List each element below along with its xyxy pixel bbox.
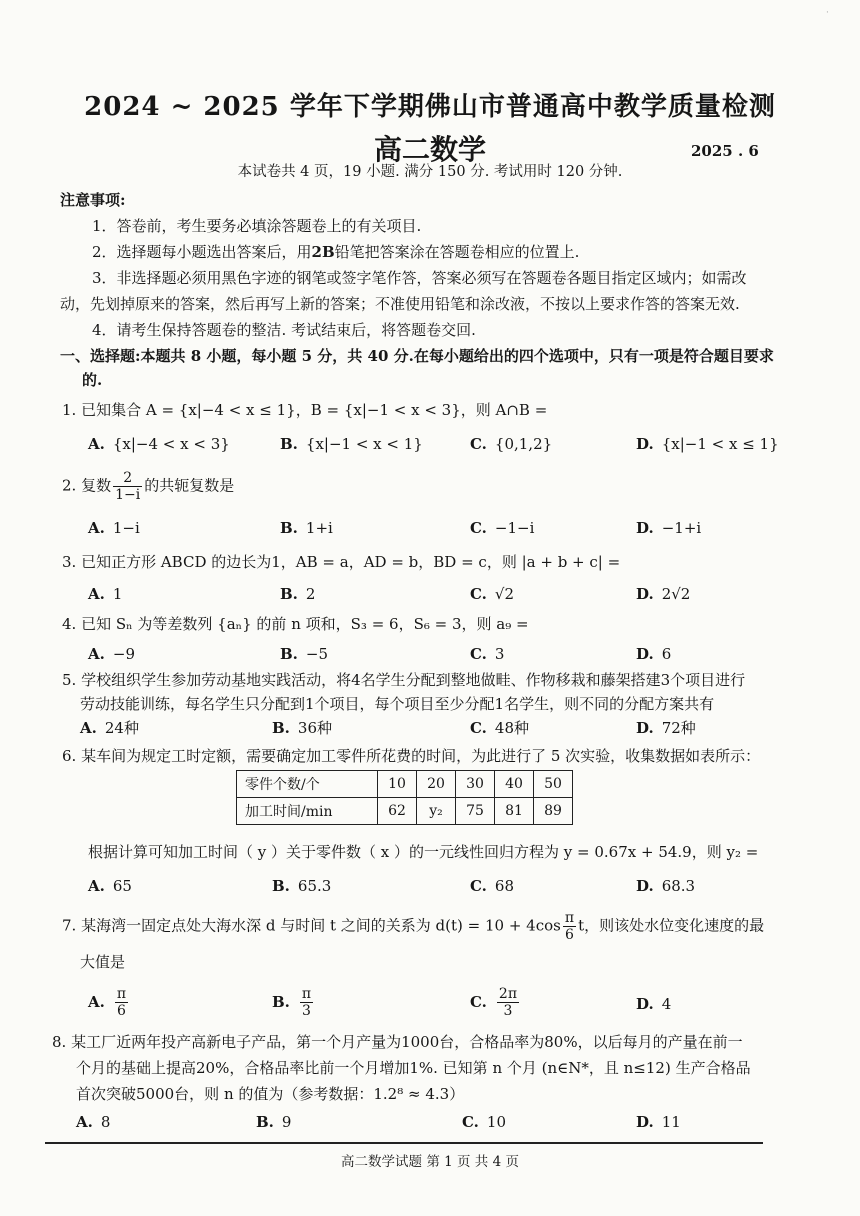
q4-option-d: D. 6 [636,645,672,663]
q6-after-table: 根据计算可知加工时间（ y ）关于零件数（ x ）的一元线性回归方程为 y = 0.67x + 54.9，则 y₂ = [88,843,759,861]
section1-heading: 一、选择题:本题共 8 小题，每小题 5 分，共 40 分.在每小题给出的四个选项中，只有一项是符合题目要求 [60,347,774,365]
q2-stem: 2. 复数 $\frac{2}{1-i}$ 的共轭复数是 [62,470,235,503]
q3-option-c: C. √2 [470,585,515,603]
table-cell: 20 [417,771,456,798]
notes-heading: 注意事项: [60,191,126,209]
q6-option-d: D. 68.3 [636,877,696,895]
table-cell: 50 [534,771,573,798]
q4-stem: 4. 已知 Sₙ 为等差数列 {aₙ} 的前 n 项和，S₃ = 6，S₆ = 3，则 a₉ = [62,615,529,633]
q8-option-b: B. 9 [256,1113,292,1131]
q1-stem: 1. 已知集合 A = {x|−4 < x ≤ 1}，B = {x|−1 < x < 3}，则 A∩B = [62,401,548,419]
q7-stem: 7. 某海湾一固定点处大海水深 d 与时间 t 之间的关系为 d(t) = 10 + 4cos $\frac{\pi}{6}$ t，则该处水位变化速度的最 [62,910,765,943]
q2-option-b: B. 1+i [280,519,333,537]
table-cell: 40 [495,771,534,798]
table-cell: 75 [456,798,495,825]
note-2: 2．选择题每小题选出答案后，用2B铅笔把答案涂在答题卷相应的位置上. [92,243,580,261]
q1-option-d: D. {x|−1 < x ≤ 1} [636,435,779,453]
q6-data-table [236,770,573,825]
q3-option-b: B. 2 [280,585,316,603]
q4-option-b: B. −5 [280,645,329,663]
exam-date: 2025 . 6 [691,142,759,160]
exam-info: 本试卷共 4 页，19 小题. 满分 150 分. 考试用时 120 分钟. [237,164,623,180]
table-row [237,798,573,825]
exam-subtitle: 高二数学 [373,133,486,166]
note-3b: 动，先划掉原来的答案，然后再写上新的答案；不准使用铅笔和涂改液，不按以上要求作答的答案无效. [60,295,740,313]
footer-divider [45,1142,763,1144]
q3-stem: 3. 已知正方形 ABCD 的边长为1，AB = a，AD = b，BD = c，则 |a + b + c| = [62,553,621,571]
q8-option-c: C. 10 [462,1113,506,1131]
q3-option-a: A. 1 [88,585,123,603]
q7-option-d: D. 4 [636,995,672,1013]
q5-option-a: A. 24种 [80,719,139,737]
q6-option-b: B. 65.3 [272,877,332,895]
q1-option-b: B. {x|−1 < x < 1} [280,435,423,453]
q5-option-c: C. 48种 [470,719,529,737]
table-cell: 30 [456,771,495,798]
note-1: 1．答卷前，考生要务必填涂答题卷上的有关项目. [92,217,422,235]
q2-fraction: $\frac{2}{1-i}$ [115,470,141,503]
corner-mark: · [826,8,829,18]
q6-option-a: A. 65 [88,877,132,895]
q8-option-a: A. 8 [76,1113,111,1131]
table-cell: 89 [534,798,573,825]
q6-stem: 6. 某车间为规定工时定额，需要确定加工零件所花费的时间，为此进行了 5 次实验，收集数据如表所示： [62,747,761,765]
q4-option-c: C. 3 [470,645,505,663]
note-4: 4．请考生保持答题卷的整洁. 考试结束后，将答题卷交回. [92,321,476,339]
q5-stem-1: 5. 学校组织学生参加劳动基地实践活动，将4名学生分配到整地做畦、作物移栽和藤架搭建3个项目进行 [62,671,746,689]
q1-option-a: A. {x|−4 < x < 3} [88,435,230,453]
q2-option-c: C. −1−i [470,519,535,537]
q8-stem-1: 8. 某工厂近两年投产高新电子产品，第一个月产量为1000台，合格品率为80%，以后每月的产量在前一 [52,1033,743,1051]
note-3a: 3．非选择题必须用黑色字迹的钢笔或签字笔作答，答案必须写在答题卷各题目指定区域内；如需改 [92,269,747,287]
q1-option-c: C. {0,1,2} [470,435,553,453]
q7-stem-2: 大值是 [80,953,126,971]
table-cell: 81 [495,798,534,825]
q5-option-d: D. 72种 [636,719,696,737]
table-header-time: 加工时间/min [237,798,378,825]
q6-option-c: C. 68 [470,877,514,895]
q3-option-d: D. 2√2 [636,585,691,603]
exam-title: 2024 ~ 2025 学年下学期佛山市普通高中教学质量检测 [84,92,776,122]
q7-fraction: $\frac{\pi}{6}$ [564,910,575,943]
section1-heading-cont: 的. [82,371,103,389]
table-row [237,771,573,798]
q2-option-d: D. −1+i [636,519,702,537]
q2-option-a: A. 1−i [88,519,140,537]
table-cell: 62 [378,798,417,825]
q7-option-c: C. $\frac{2\pi}{3}$ [470,986,518,1019]
table-cell: 10 [378,771,417,798]
q8-stem-3: 首次突破5000台，则 n 的值为（参考数据：1.2⁸ ≈ 4.3） [76,1085,465,1103]
q4-option-a: A. −9 [88,645,135,663]
table-header-count: 零件个数/个 [237,771,378,798]
page-footer: 高二数学试题 第 1 页 共 4 页 [341,1154,519,1170]
q7-option-b: B. $\frac{\pi}{3}$ [272,986,312,1019]
table-cell: y₂ [417,798,456,825]
q5-stem-2: 劳动技能训练，每名学生只分配到1个项目，每个项目至少分配1名学生，则不同的分配方案共有 [80,695,715,713]
q7-option-a: A. $\frac{\pi}{6}$ [88,986,127,1019]
q5-option-b: B. 36种 [272,719,332,737]
q8-option-d: D. 11 [636,1113,681,1131]
q8-stem-2: 个月的基础上提高20%，合格品率比前一个月增加1%. 已知第 n 个月 (n∈N*，且 n≤12) 生产合格品 [76,1059,751,1077]
